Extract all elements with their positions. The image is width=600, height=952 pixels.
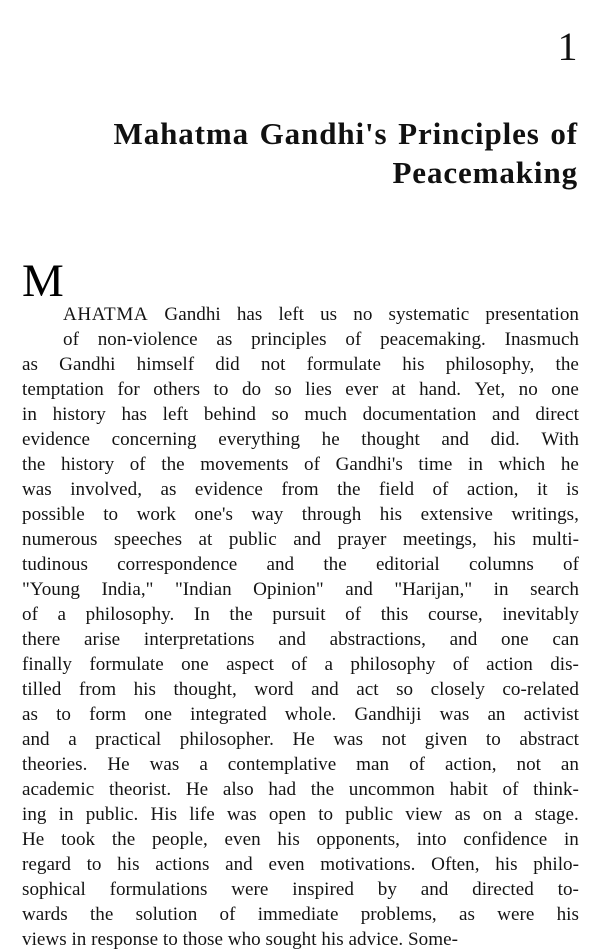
chapter-title-line-1: Mahatma Gandhi's Principles of xyxy=(113,115,578,151)
text-line: numerous speeches at public and prayer meetings, his multi- xyxy=(22,529,579,550)
text-line: "Young India," "Indian Opinion" and "Harijan," in search xyxy=(22,579,579,600)
text-line: ing in public. His life was open to public view as on a stage. xyxy=(22,804,579,825)
text-line: there arise interpretations and abstractions, and one can xyxy=(22,629,579,650)
text-line: finally formulate one aspect of a philosophy of action dis- xyxy=(22,654,579,675)
text-line: of non-violence as principles of peacemaking. Inasmuch xyxy=(63,329,579,350)
text-line: AHATMA Gandhi has left us no systematic presentation xyxy=(63,304,579,325)
text-line: possible to work one's way through his extensive writings, xyxy=(22,504,579,525)
text-line: as Gandhi himself did not formulate his philosophy, the xyxy=(22,354,579,375)
text-line: academic theorist. He also had the uncommon habit of think- xyxy=(22,779,579,800)
text-line: He took the people, even his opponents, into confidence in xyxy=(22,829,579,850)
text-line: tilled from his thought, word and act so closely co-related xyxy=(22,679,579,700)
paragraph-lines xyxy=(22,256,579,952)
chapter-number: 1 xyxy=(557,24,578,69)
text-line: theories. He was a contemplative man of action, not an xyxy=(22,754,579,775)
text-line: views in response to those who sought his advice. Some- xyxy=(22,929,458,950)
body-text-block xyxy=(22,256,579,952)
text-line: of a philosophy. In the pursuit of this course, inevitably xyxy=(22,604,579,625)
text-line: tudinous correspondence and the editorial columns of xyxy=(22,554,579,575)
text-line: regard to his actions and even motivations. Often, his philo- xyxy=(22,854,579,875)
text-line: was involved, as evidence from the field of action, it is xyxy=(22,479,579,500)
text-line: and a practical philosopher. He was not given to abstract xyxy=(22,729,579,750)
text-line: as to form one integrated whole. Gandhiji was an activist xyxy=(22,704,579,725)
text-line: evidence concerning everything he thought and did. With xyxy=(22,429,579,450)
text-line: the history of the movements of Gandhi's time in which he xyxy=(22,454,579,475)
drop-cap-letter: M xyxy=(22,255,64,307)
text-line: wards the solution of immediate problems, as were his xyxy=(22,904,579,925)
opening-paragraph xyxy=(22,256,579,952)
text-line: temptation for others to do so lies ever at hand. Yet, no one xyxy=(22,379,579,400)
text-line: sophical formulations were inspired by and directed to- xyxy=(22,879,579,900)
chapter-title xyxy=(22,114,578,192)
text-line: in history has left behind so much documentation and direct xyxy=(22,404,579,425)
chapter-title-line-2: Peacemaking xyxy=(392,154,578,190)
